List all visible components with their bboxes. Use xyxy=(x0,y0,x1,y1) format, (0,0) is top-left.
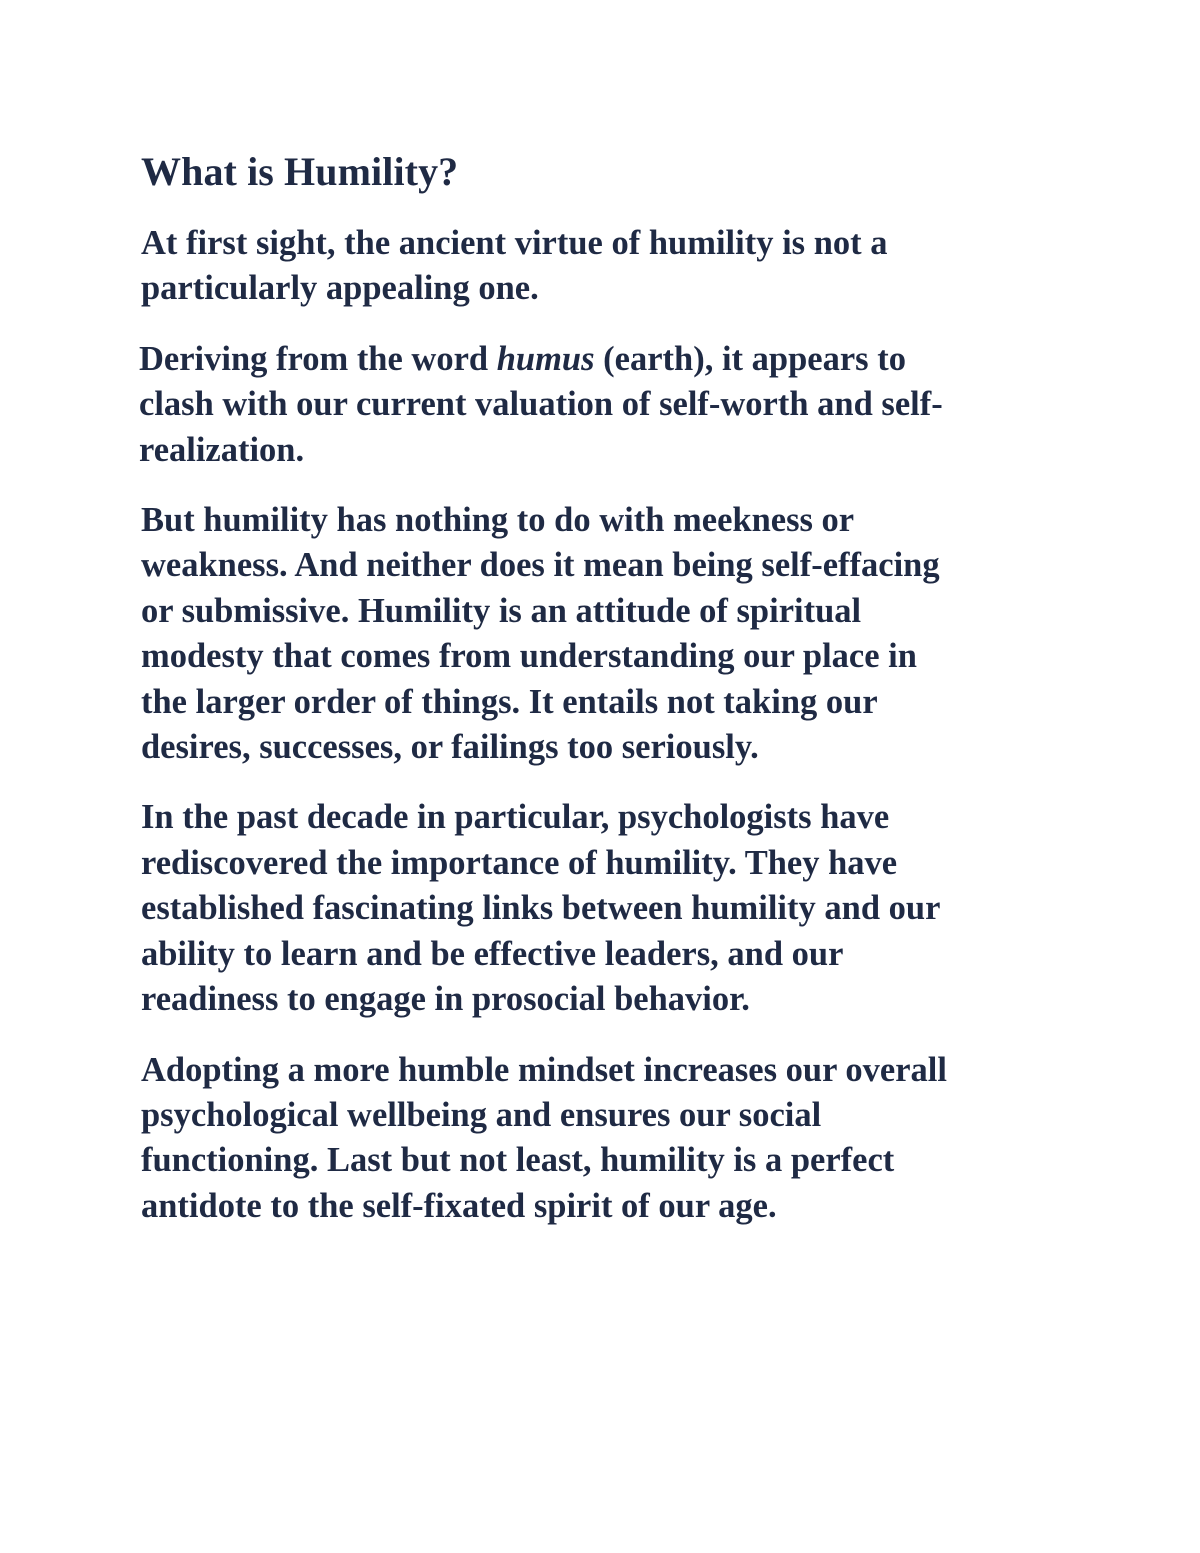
paragraph-4 xyxy=(141,795,1071,1022)
text-line: ability to learn and be effective leaders, and our xyxy=(141,934,844,973)
text-line: realization. xyxy=(139,430,305,469)
text-line: desires, successes, or failings too seriously. xyxy=(141,728,759,767)
italic-term: humus xyxy=(496,339,595,378)
text-run: (earth), it appears to xyxy=(594,339,906,378)
paragraph-1 xyxy=(141,221,1071,312)
text-line: readiness to engage in prosocial behavior. xyxy=(141,980,750,1019)
text-run: Deriving from the word xyxy=(139,339,497,378)
text-line: the larger order of things. It entails not taking our xyxy=(141,682,878,721)
text-line: psychological wellbeing and ensures our social xyxy=(141,1095,822,1134)
text-line: In the past decade in particular, psychologists have xyxy=(141,798,890,837)
text-line: Adopting a more humble mindset increases our overall xyxy=(141,1050,947,1089)
text-line: At first sight, the ancient virtue of humility is not a xyxy=(141,224,888,262)
text-line: particularly appealing one. xyxy=(141,269,539,308)
text-line xyxy=(139,337,1071,382)
text-line: established fascinating links between humility and our xyxy=(141,889,941,928)
text-line: modesty that comes from understanding our place in xyxy=(141,637,917,676)
paragraph-2 xyxy=(139,337,1071,473)
paragraph-5 xyxy=(141,1048,1071,1230)
text-line: rediscovered the importance of humility. They have xyxy=(141,843,898,882)
text-line: or submissive. Humility is an attitude of spiritual xyxy=(141,591,862,630)
document-title: What is Humility? xyxy=(141,149,459,194)
text-line: But humility has nothing to do with meekness or xyxy=(141,501,855,540)
text-line: weakness. And neither does it mean being self-effacing xyxy=(141,546,940,585)
text-line: antidote to the self-fixated spirit of our age. xyxy=(141,1186,777,1225)
paragraph-3 xyxy=(141,498,1071,770)
text-line: functioning. Last but not least, humility is a perfect xyxy=(141,1141,895,1180)
text-line: clash with our current valuation of self-worth and self- xyxy=(139,385,943,424)
document-body xyxy=(141,148,1071,1254)
